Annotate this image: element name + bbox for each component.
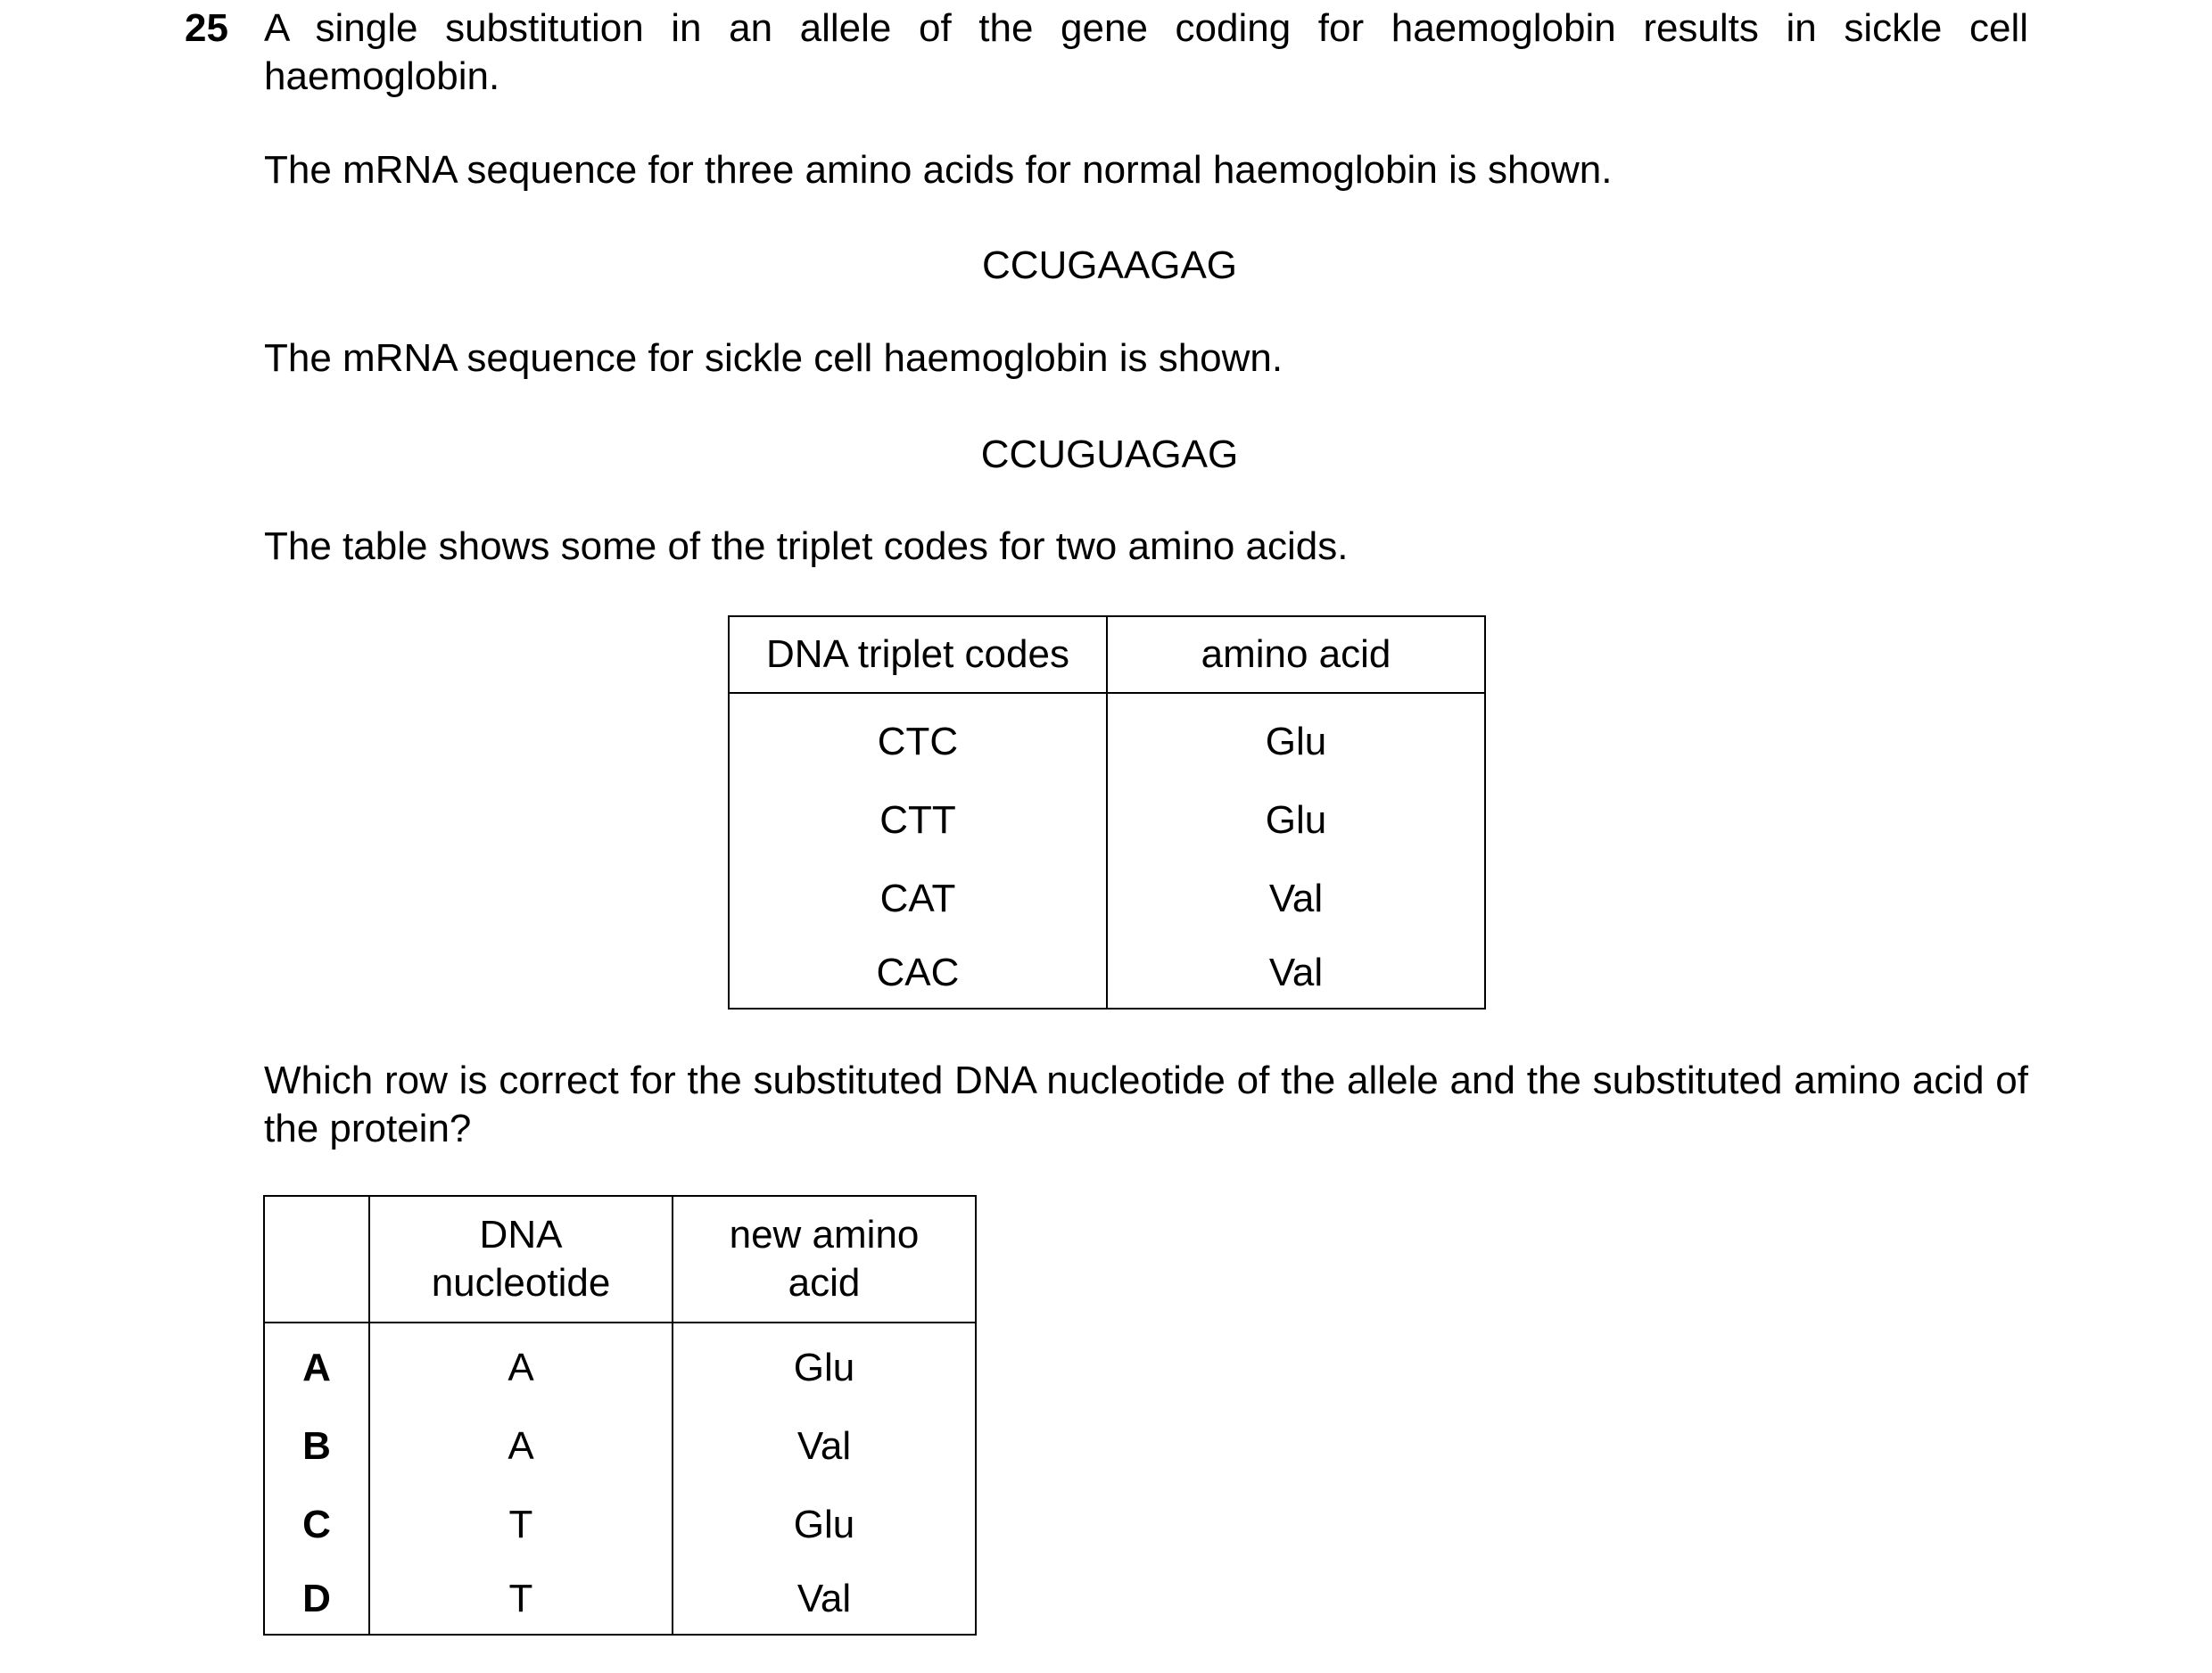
option-dna-nucleotide: T (369, 1564, 673, 1635)
table-header-row (729, 616, 1485, 693)
option-dna-nucleotide: T (369, 1486, 673, 1564)
triplet-code-cell: CTC (729, 693, 1107, 781)
normal-mrna-sequence-text: CCUGAAGAG (981, 243, 1238, 287)
header-new-amino-acid-line1: new amino (729, 1213, 920, 1257)
header-dna-nucleotide (369, 1196, 673, 1323)
header-amino-acid: amino acid (1107, 616, 1485, 693)
table-intro: The table shows some of the triplet codes for two amino acids. (264, 524, 1349, 568)
triplet-code-cell: CTT (729, 781, 1107, 860)
option-amino-acid: Val (673, 1407, 976, 1486)
sickle-mrna-sequence (0, 431, 2212, 479)
option-letter[interactable]: B (264, 1407, 369, 1486)
option-letter[interactable]: D (264, 1564, 369, 1635)
header-dna-triplet-codes: DNA triplet codes (729, 616, 1107, 693)
amino-acid-cell: Val (1107, 860, 1485, 938)
answer-option-row-d[interactable] (264, 1564, 976, 1635)
normal-mrna-sequence (0, 242, 2212, 290)
answer-option-row-c[interactable] (264, 1486, 976, 1564)
option-amino-acid: Val (673, 1564, 976, 1635)
option-amino-acid: Glu (673, 1323, 976, 1407)
table-row (729, 781, 1485, 860)
table-row (729, 938, 1485, 1009)
triplet-code-cell: CAT (729, 860, 1107, 938)
option-amino-acid: Glu (673, 1486, 976, 1564)
header-dna-nucleotide-line1: DNA (479, 1213, 563, 1257)
table-row (729, 693, 1485, 781)
amino-acid-cell: Val (1107, 938, 1485, 1009)
sickle-sequence-label: The mRNA sequence for sickle cell haemoglobin is shown. (264, 336, 1283, 380)
triplet-codes-table (728, 615, 1486, 1010)
question-intro: A single substitution in an allele of the gene coding for haemoglobin results in sickle cell haemoglobin. (264, 6, 2028, 98)
triplet-code-cell: CAC (729, 938, 1107, 1009)
table-header-row (264, 1196, 976, 1323)
answer-option-row-b[interactable] (264, 1407, 976, 1486)
header-option-letter (264, 1196, 369, 1323)
sickle-mrna-sequence-text: CCUGUAGAG (980, 433, 1239, 476)
option-letter[interactable]: A (264, 1323, 369, 1407)
header-dna-nucleotide-line2: nucleotide (431, 1261, 611, 1305)
option-dna-nucleotide: A (369, 1323, 673, 1407)
header-new-amino-acid-line2: acid (788, 1261, 861, 1305)
table-row (729, 860, 1485, 938)
answer-options-table (263, 1195, 977, 1636)
option-dna-nucleotide: A (369, 1407, 673, 1486)
option-letter[interactable]: C (264, 1486, 369, 1564)
normal-sequence-label: The mRNA sequence for three amino acids for normal haemoglobin is shown. (264, 148, 1613, 192)
question-prompt: Which row is correct for the substituted DNA nucleotide of the allele and the substituted amino acid of the protein? (264, 1059, 2028, 1150)
amino-acid-cell: Glu (1107, 693, 1485, 781)
amino-acid-cell: Glu (1107, 781, 1485, 860)
answer-option-row-a[interactable] (264, 1323, 976, 1407)
question-number: 25 (185, 6, 228, 50)
header-new-amino-acid (673, 1196, 976, 1323)
